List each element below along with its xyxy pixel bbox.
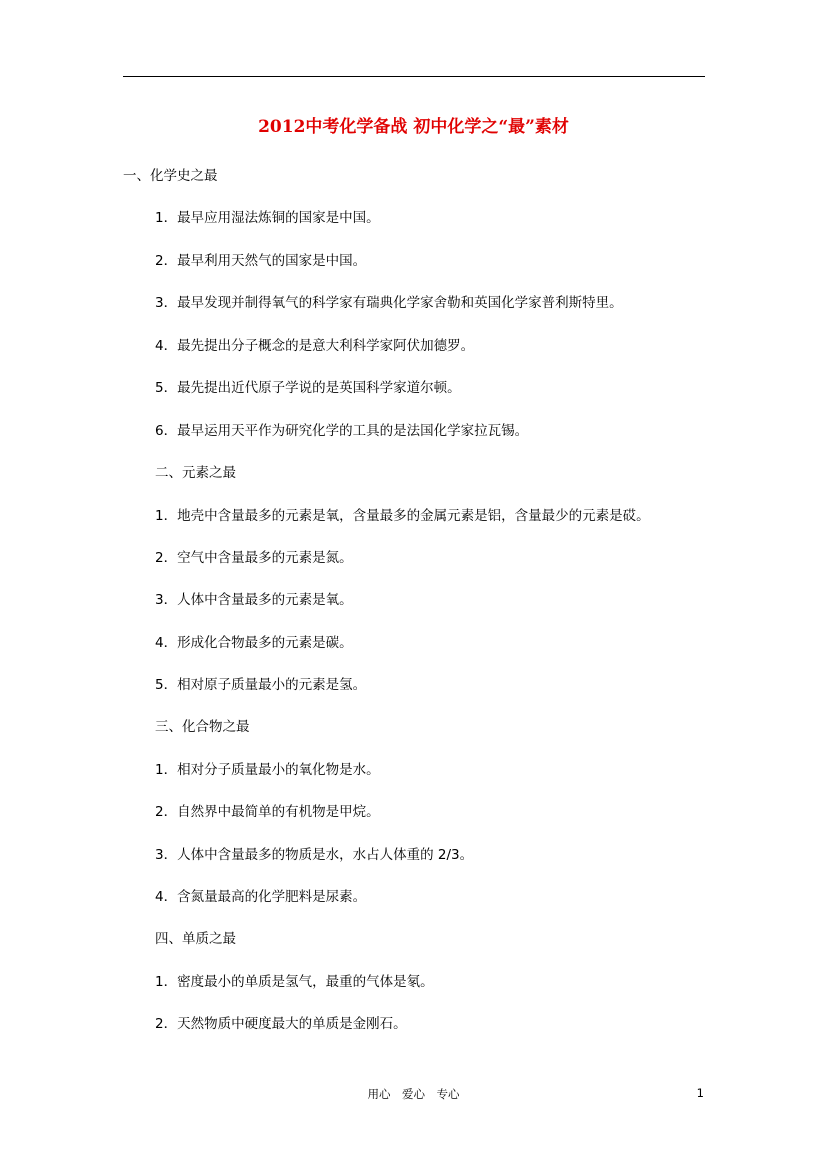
list-item: 3．人体中含量最多的元素是氧。 — [155, 592, 353, 608]
section-heading-elements-substances: 四、单质之最 — [155, 931, 236, 947]
list-item: 1．最早应用湿法炼铜的国家是中国。 — [155, 210, 380, 226]
section-heading-history: 一、化学史之最 — [123, 168, 218, 184]
list-item: 1．密度最小的单质是氢气，最重的气体是氡。 — [155, 974, 434, 990]
list-item: 2．天然物质中硬度最大的单质是金刚石。 — [155, 1016, 407, 1032]
list-item: 5．相对原子质量最小的元素是氢。 — [155, 677, 367, 693]
document-title: 2012中考化学备战 初中化学之“最”素材 — [258, 117, 569, 137]
list-item: 3．最早发现并制得氧气的科学家有瑞典化学家舍勒和英国化学家普利斯特里。 — [155, 295, 623, 311]
header-rule — [123, 76, 705, 77]
page-number: 1 — [696, 1086, 704, 1100]
list-item: 2．最早利用天然气的国家是中国。 — [155, 253, 367, 269]
list-item: 4．最先提出分子概念的是意大利科学家阿伏加德罗。 — [155, 338, 475, 354]
list-item: 1．相对分子质量最小的氧化物是水。 — [155, 762, 380, 778]
list-item: 2．空气中含量最多的元素是氮。 — [155, 550, 353, 566]
list-item: 4．形成化合物最多的元素是碳。 — [155, 635, 353, 651]
list-item: 4．含氮量最高的化学肥料是尿素。 — [155, 889, 367, 905]
list-item: 5．最先提出近代原子学说的是英国科学家道尔顿。 — [155, 380, 461, 396]
list-item: 3．人体中含量最多的物质是水，水占人体重的 2/3。 — [155, 847, 474, 863]
list-item: 1．地壳中含量最多的元素是氧，含量最多的金属元素是铝，含量最少的元素是砹。 — [155, 508, 650, 524]
footer-motto: 用心 爱心 专心 — [367, 1087, 460, 1101]
list-item: 6．最早运用天平作为研究化学的工具的是法国化学家拉瓦锡。 — [155, 423, 529, 439]
list-item: 2．自然界中最简单的有机物是甲烷。 — [155, 804, 380, 820]
section-heading-compounds: 三、化合物之最 — [155, 719, 250, 735]
section-heading-elements: 二、元素之最 — [155, 465, 236, 481]
